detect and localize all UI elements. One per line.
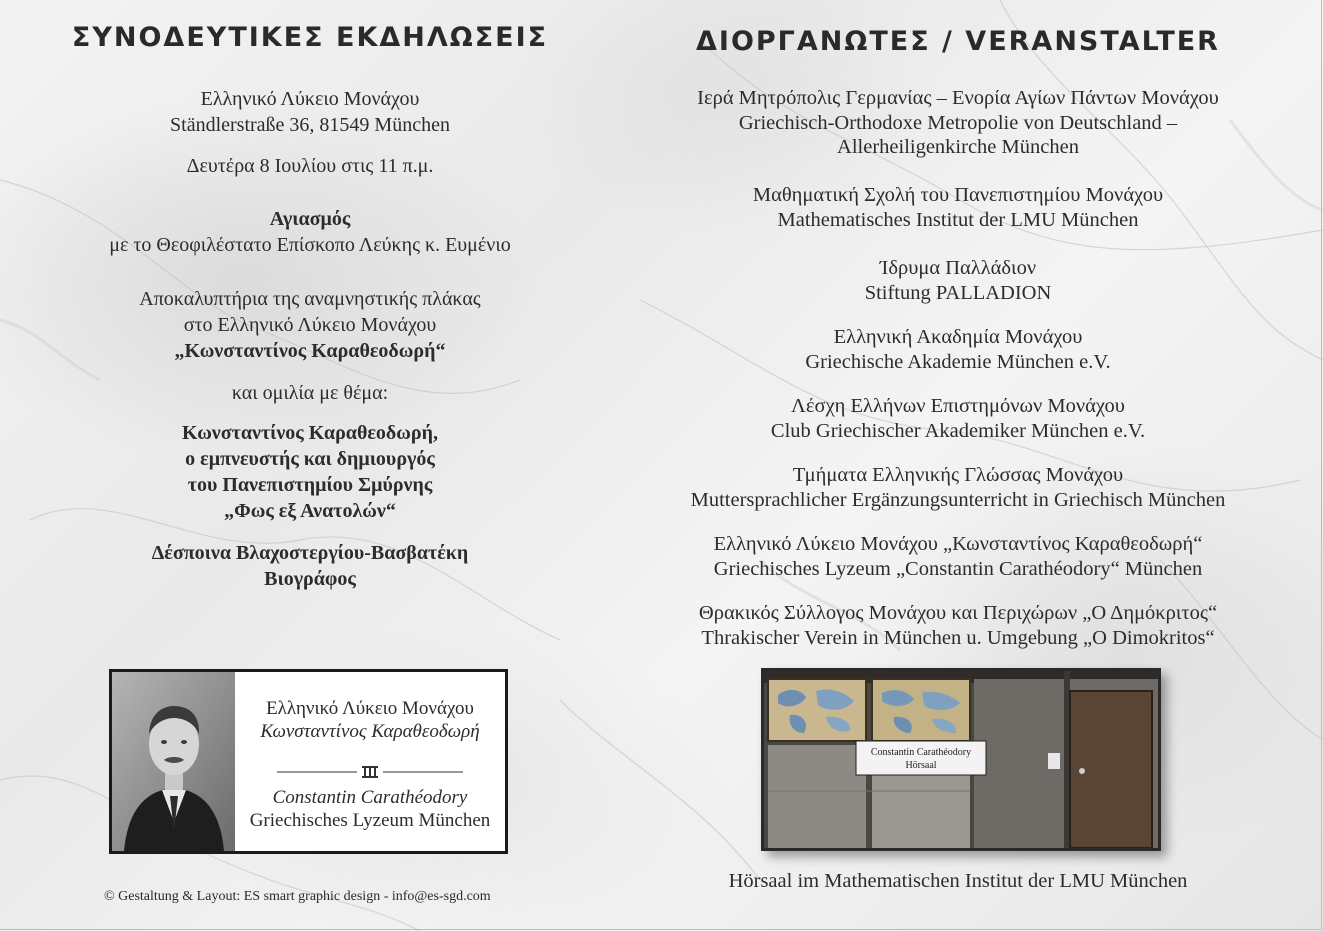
speaker-name: Δέσποινα Βλαχοστεργίου-Βασβατέκη: [151, 542, 469, 564]
organizer-line: Stiftung PALLADION: [864, 281, 1052, 304]
lecture-hall-illustration: [764, 671, 1158, 848]
plaque-line-3: Constantin Carathéodory: [272, 787, 468, 808]
blessing-with: με το Θεοφιλέστατο Επίσκοπο Λεύκης κ. Ευμένιο: [109, 234, 511, 256]
organizers-title: ΔΙΟΡΓΑΝΩΤΕΣ / VERANSTALTER: [696, 26, 1220, 57]
speech-intro: και ομιλία με θέμα:: [231, 382, 389, 404]
unveiling-line-2: στο Ελληνικό Λύκειο Μονάχου: [183, 314, 437, 336]
organizer-line: Μαθηματική Σχολή του Πανεπιστημίου Μονάχου: [752, 184, 1164, 206]
topic-line-1: Κωνσταντίνος Καραθεοδωρή,: [182, 422, 438, 444]
topic-line-4: „Φως εξ Ανατολών“: [224, 500, 396, 522]
organizer-line: Allerheiligenkirche München: [837, 136, 1079, 158]
topic-line-3: του Πανεπιστημίου Σμύρνης: [187, 474, 433, 496]
event-date: Δευτέρα 8 Ιουλίου στις 11 π.μ.: [186, 155, 434, 177]
organizer-entry: [640, 183, 1276, 232]
topic-line-2: ο εμπνευστής και δημιουργός: [185, 448, 435, 470]
organizer-line: Τμήματα Ελληνικής Γλώσσας Μονάχου: [792, 464, 1124, 486]
lecture-hall-photo: [761, 668, 1161, 851]
plaque-line-2: Κωνσταντίνος Καραθεοδωρή: [260, 721, 480, 742]
organizer-line: Griechische Akademie München e.V.: [805, 350, 1111, 373]
organizer-line: Griechisches Lyzeum „Constantin Carathéodory“ München: [713, 557, 1203, 580]
venue-name: Ελληνικό Λύκειο Μονάχου: [200, 88, 420, 110]
organizer-entry: [640, 256, 1276, 305]
caratheodory-portrait: [112, 672, 235, 851]
plaque-text: [235, 672, 505, 851]
column-ornament-icon: [277, 765, 463, 779]
organizer-entry: [640, 325, 1276, 374]
organizer-line: Thrakischer Verein in München u. Umgebung „O Dimokritos“: [701, 626, 1215, 649]
sign-line-2: Hörsaal: [905, 760, 937, 771]
sign-line-1: Constantin Carathéodory: [870, 747, 972, 758]
copyright-note: © Gestaltung & Layout: ES smart graphic design - info@es-sgd.com: [104, 889, 491, 904]
date-block: [60, 153, 560, 179]
events-title: ΣΥΝΟΔΕΥΤΙΚΕΣ ΕΚΔΗΛΩΣΕΙΣ: [71, 22, 549, 53]
blessing-block: [60, 206, 560, 258]
organizer-line: Λέσχη Ελλήνων Επιστημόνων Μονάχου: [791, 395, 1125, 417]
organizer-line: Ιερά Μητρόπολις Γερμανίας – Ενορία Αγίων Πάντων Μονάχου: [697, 87, 1219, 109]
organizer-line: Muttersprachlicher Ergänzungsunterricht in Griechisch München: [690, 488, 1226, 511]
topic-block: [60, 420, 560, 524]
plaque-line-4: Griechisches Lyzeum München: [249, 810, 491, 831]
organizer-entry: [640, 463, 1276, 512]
organizer-entry: [640, 394, 1276, 443]
venue-address: Ständlerstraße 36, 81549 München: [170, 114, 450, 136]
organizer-line: Mathematisches Institut der LMU München: [777, 208, 1139, 231]
organizer-entry: [640, 86, 1276, 160]
speaker-block: [60, 540, 560, 592]
unveiling-line-1: Αποκαλυπτήρια της αναμνηστικής πλάκας: [139, 288, 481, 310]
organizer-line: Griechisch-Orthodoxe Metropolie von Deutschland –: [738, 111, 1178, 134]
organizer-line: Θρακικός Σύλλογος Μονάχου και Περιχώρων „Ο Δημόκριτος“: [698, 602, 1218, 624]
organizer-line: Club Griechischer Akademiker München e.V.: [770, 419, 1146, 442]
speech-intro-block: [60, 380, 560, 406]
speaker-role: Βιογράφος: [264, 568, 356, 590]
organizer-line: Ίδρυμα Παλλάδιον: [879, 257, 1037, 279]
organizer-entry: [640, 601, 1276, 650]
photo-caption: Hörsaal im Mathematischen Institut der LMU München: [728, 870, 1188, 892]
venue-block: [60, 86, 560, 138]
commemorative-plaque: [109, 669, 508, 854]
plaque-line-1: Ελληνικό Λύκειο Μονάχου: [266, 698, 474, 719]
unveiling-line-3: „Κωνσταντίνος Καραθεοδωρή“: [174, 340, 446, 362]
unveiling-block: [60, 286, 560, 364]
organizer-line: Ελληνική Ακαδημία Μονάχου: [833, 326, 1083, 348]
organizer-entry: [640, 532, 1276, 581]
blessing-title: Αγιασμός: [269, 208, 351, 230]
organizer-line: Ελληνικό Λύκειο Μονάχου „Κωνσταντίνος Καραθεοδωρή“: [713, 533, 1203, 555]
